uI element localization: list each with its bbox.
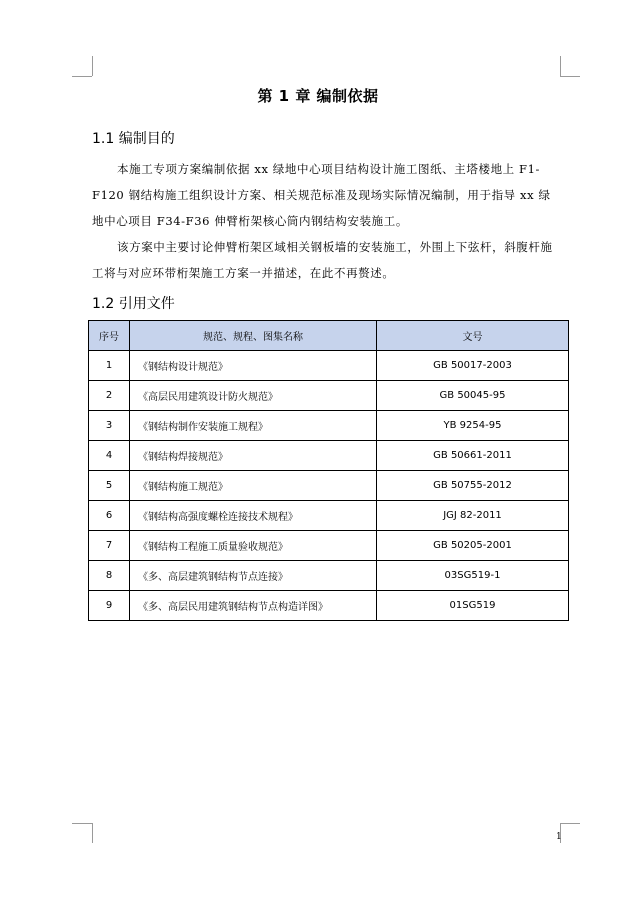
header-index: 序号 (89, 321, 130, 351)
page-number: 1 (556, 832, 562, 842)
cell-doc-number: GB 50017-2003 (377, 351, 569, 381)
cell-doc-number: YB 9254-95 (377, 411, 569, 441)
cell-index: 7 (89, 531, 130, 561)
header-doc-number: 文号 (377, 321, 569, 351)
table-row (89, 591, 569, 621)
section-heading-references: 1.2 引用文件 (92, 296, 175, 312)
cell-doc-number: GB 50205-2001 (377, 531, 569, 561)
table-header-row (89, 321, 569, 351)
cell-standard-name: 《高层民用建筑设计防火规范》 (130, 381, 377, 411)
cell-index: 6 (89, 501, 130, 531)
table-row (89, 501, 569, 531)
table-row (89, 471, 569, 501)
chapter-title: 第 1 章 编制依据 (257, 87, 379, 105)
cell-doc-number: GB 50045-95 (377, 381, 569, 411)
cell-standard-name: 《钢结构高强度螺栓连接技术规程》 (130, 501, 377, 531)
table-row (89, 441, 569, 471)
cell-index: 5 (89, 471, 130, 501)
cell-standard-name: 《多、高层建筑钢结构节点连接》 (130, 561, 377, 591)
table-row (89, 381, 569, 411)
table-row (89, 531, 569, 561)
cell-standard-name: 《钢结构施工规范》 (130, 471, 377, 501)
table-row (89, 561, 569, 591)
paragraph-purpose-1: 本施工专项方案编制依据 xx 绿地中心项目结构设计施工图纸、主塔楼地上 F1-F120 钢结构施工组织设计方案、相关规范标准及现场实际情况编制，用于指导 xx 绿地中心项目 F34-F36 伸臂桁架核心筒内钢结构安装施工。 (92, 162, 551, 228)
cell-standard-name: 《多、高层民用建筑钢结构节点构造详图》 (130, 591, 377, 621)
cell-standard-name: 《钢结构焊接规范》 (130, 441, 377, 471)
paragraph-purpose-2: 该方案中主要讨论伸臂桁架区域相关钢板墙的安装施工，外围上下弦杆，斜腹杆施工将与对应环带桁架施工方案一并描述，在此不再赘述。 (92, 240, 553, 280)
header-standard-name: 规范、规程、图集名称 (130, 321, 377, 351)
cell-index: 1 (89, 351, 130, 381)
cell-standard-name: 《钢结构设计规范》 (130, 351, 377, 381)
cell-index: 4 (89, 441, 130, 471)
cell-index: 3 (89, 411, 130, 441)
table-row (89, 411, 569, 441)
cell-index: 8 (89, 561, 130, 591)
cell-doc-number: 03SG519-1 (377, 561, 569, 591)
cell-doc-number: GB 50755-2012 (377, 471, 569, 501)
section-heading-purpose: 1.1 编制目的 (92, 131, 175, 147)
table-row (89, 351, 569, 381)
cell-doc-number: 01SG519 (377, 591, 569, 621)
cell-doc-number: JGJ 82-2011 (377, 501, 569, 531)
reference-table (88, 320, 569, 621)
cell-standard-name: 《钢结构工程施工质量验收规范》 (130, 531, 377, 561)
cell-index: 9 (89, 591, 130, 621)
cell-index: 2 (89, 381, 130, 411)
cell-doc-number: GB 50661-2011 (377, 441, 569, 471)
cell-standard-name: 《钢结构制作安装施工规程》 (130, 411, 377, 441)
